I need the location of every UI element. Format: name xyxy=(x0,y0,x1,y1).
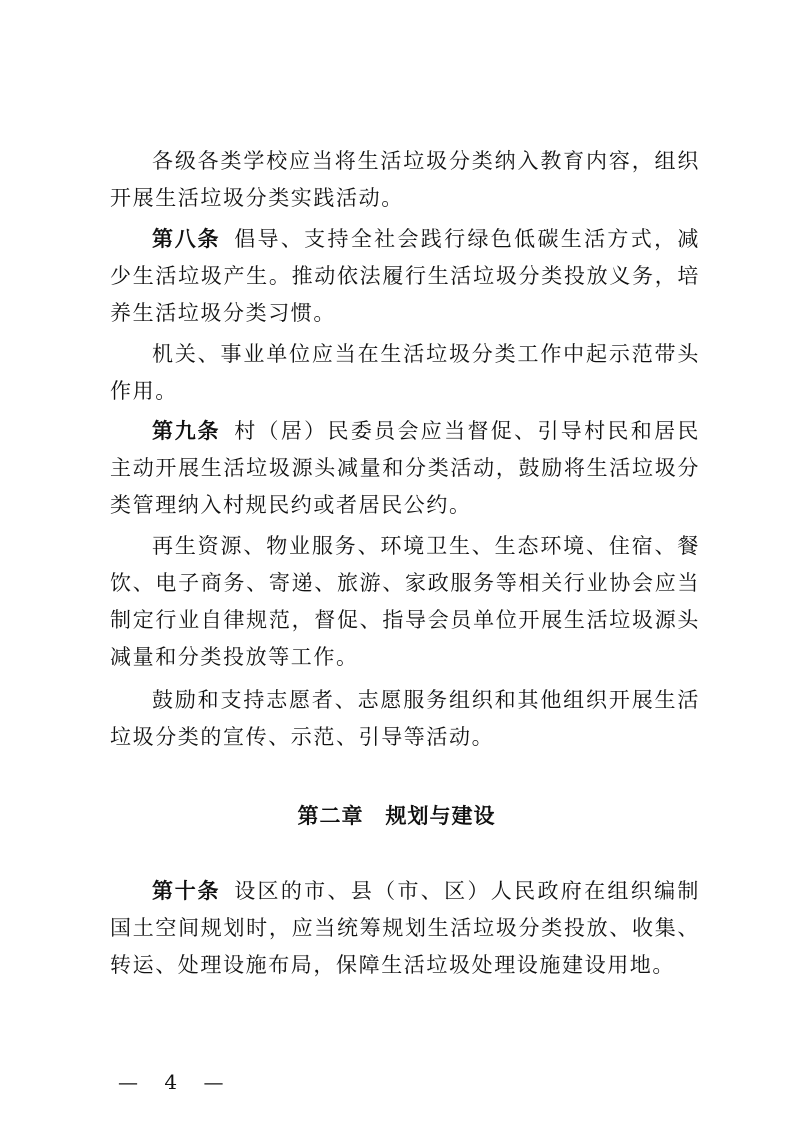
article-number: 第九条 xyxy=(152,419,221,443)
paragraph-text: 倡导、支持全社会践行绿色低碳生活方式，减少生活垃圾产生。推动依法履行生活垃圾分类投放义务，培养生活垃圾分类习惯。 xyxy=(110,227,701,325)
paragraph-article-10 xyxy=(110,873,700,984)
paragraph-text: 鼓励和支持志愿者、志愿服务组织和其他组织开展生活垃圾分类的宣传、示范、引导等活动。 xyxy=(110,688,700,749)
paragraph-industry-associations xyxy=(110,528,700,676)
paragraph-text: 设区的市、县（市、区）人民政府在组织编制国土空间规划时，应当统筹规划生活垃圾分类投放、收集、转运、处理设施布局，保障生活垃圾处理设施建设用地。 xyxy=(110,879,701,977)
paragraph-article-9 xyxy=(110,413,700,524)
paragraph-text: 再生资源、物业服务、环境卫生、生态环境、住宿、餐饮、电子商务、寄递、旅游、家政服务等相关行业协会应当制定行业自律规范，督促、指导会员单位开展生活垃圾源头减量和分类投放等工作。 xyxy=(110,534,700,669)
article-number: 第十条 xyxy=(152,879,221,903)
paragraph-text: 村（居）民委员会应当督促、引导村民和居民主动开展生活垃圾源头减量和分类活动，鼓励将生活垃圾分类管理纳入村规民约或者居民公约。 xyxy=(110,419,701,517)
paragraph-volunteers xyxy=(110,682,700,756)
chapter-heading xyxy=(0,801,793,831)
paragraph-text: 机关、事业单位应当在生活垃圾分类工作中起示范带头作用。 xyxy=(110,342,700,403)
paragraph-article-8 xyxy=(110,221,700,332)
chapter-title: 规划与建设 xyxy=(385,804,496,828)
paragraph-agencies xyxy=(110,336,700,410)
page-number: — 4 — xyxy=(118,1070,234,1094)
article-number: 第八条 xyxy=(152,227,221,251)
chapter-number: 第二章 xyxy=(297,804,364,828)
paragraph-school-education xyxy=(110,143,700,217)
paragraph-text: 各级各类学校应当将生活垃圾分类纳入教育内容，组织开展生活垃圾分类实践活动。 xyxy=(110,149,700,210)
